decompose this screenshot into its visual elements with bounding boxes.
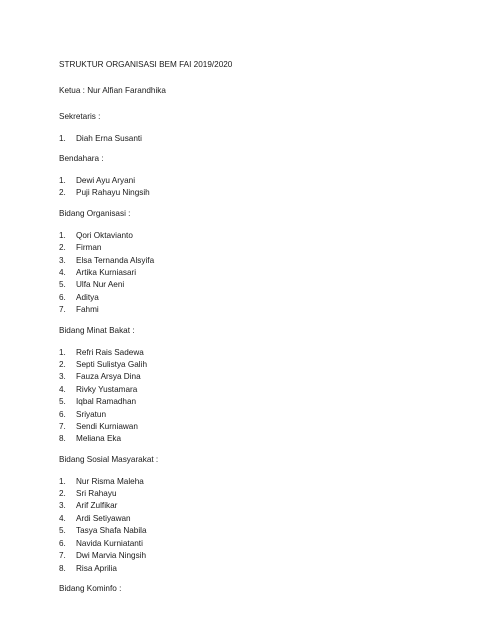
- member-name: Risa Aprilia: [76, 563, 117, 573]
- list-item: [59, 359, 459, 371]
- member-name: Sriyatun: [76, 409, 107, 419]
- item-number: 2.: [59, 489, 66, 499]
- list-item: [59, 421, 459, 433]
- item-number: 2.: [59, 188, 66, 198]
- section-bidang-sosial-masyarakat: [59, 454, 459, 575]
- section-bidang-minat-bakat: [59, 325, 459, 446]
- member-list: [59, 347, 459, 446]
- item-number: 5.: [59, 397, 66, 407]
- list-item: [59, 279, 459, 291]
- member-name: Fahmi: [76, 305, 99, 315]
- member-name: Septi Sulistya Galih: [76, 359, 147, 369]
- list-item: [59, 563, 459, 575]
- item-number: 1.: [59, 230, 66, 240]
- item-number: 3.: [59, 372, 66, 382]
- list-item: [59, 409, 459, 421]
- item-number: 2.: [59, 359, 66, 369]
- item-number: 7.: [59, 421, 66, 431]
- member-name: Qori Oktavianto: [76, 230, 133, 240]
- list-item: [59, 550, 459, 562]
- member-name: Dwi Marvia Ningsih: [76, 551, 147, 561]
- member-name: Sri Rahayu: [76, 489, 117, 499]
- item-number: 7.: [59, 305, 66, 315]
- item-number: 6.: [59, 409, 66, 419]
- item-number: 8.: [59, 563, 66, 573]
- item-number: 4.: [59, 384, 66, 394]
- item-number: 1.: [59, 347, 66, 357]
- list-item: [59, 476, 459, 488]
- member-name: Firman: [76, 243, 102, 253]
- item-number: 6.: [59, 538, 66, 548]
- item-number: 1.: [59, 133, 66, 143]
- list-item: [59, 304, 459, 316]
- item-number: 1.: [59, 176, 66, 186]
- member-name: Diah Erna Susanti: [76, 133, 142, 143]
- list-item: [59, 433, 459, 445]
- list-item: [59, 500, 459, 512]
- section-bidang-organisasi: [59, 208, 459, 317]
- member-name: Aditya: [76, 292, 99, 302]
- item-number: 1.: [59, 476, 66, 486]
- member-list: [59, 133, 459, 145]
- member-list: [59, 230, 459, 317]
- item-number: 4.: [59, 513, 66, 523]
- member-name: Tasya Shafa Nabila: [76, 526, 147, 536]
- item-number: 5.: [59, 280, 66, 290]
- list-item: [59, 292, 459, 304]
- item-number: 8.: [59, 434, 66, 444]
- list-item: [59, 175, 459, 187]
- member-name: Rivky Yustamara: [76, 384, 138, 394]
- list-item: [59, 538, 459, 550]
- list-item: [59, 384, 459, 396]
- member-name: Fauza Arsya Dina: [76, 372, 141, 382]
- list-item: [59, 347, 459, 359]
- document-body: [59, 59, 459, 605]
- ketua-line: Ketua : Nur Alfian Farandhika: [59, 85, 166, 95]
- member-name: Dewi Ayu Aryani: [76, 176, 136, 186]
- item-number: 3.: [59, 501, 66, 511]
- item-number: 2.: [59, 243, 66, 253]
- list-item: [59, 396, 459, 408]
- member-list: [59, 175, 459, 200]
- member-name: Refri Rais Sadewa: [76, 347, 144, 357]
- member-name: Iqbal Ramadhan: [76, 397, 137, 407]
- section-sekretaris: [59, 111, 459, 145]
- list-item: [59, 133, 459, 145]
- item-number: 7.: [59, 551, 66, 561]
- list-item: [59, 488, 459, 500]
- section-heading: Sekretaris :: [59, 111, 101, 121]
- member-name: Artika Kurniasari: [76, 267, 137, 277]
- section-bendahara: [59, 153, 459, 200]
- document-title: STRUKTUR ORGANISASI BEM FAI 2019/2020: [59, 60, 233, 69]
- list-item: [59, 255, 459, 267]
- member-name: Meliana Eka: [76, 434, 122, 444]
- item-number: 3.: [59, 255, 66, 265]
- member-name: Navida Kurniatanti: [76, 538, 143, 548]
- section-heading: Bidang Organisasi :: [59, 208, 131, 218]
- list-item: [59, 513, 459, 525]
- section-heading: Bidang Sosial Masyarakat :: [59, 454, 159, 464]
- section-heading: Bendahara :: [59, 154, 104, 164]
- list-item: [59, 371, 459, 383]
- member-list: [59, 476, 459, 575]
- item-number: 4.: [59, 267, 66, 277]
- member-name: Arif Zulfikar: [76, 501, 118, 511]
- section-heading: Bidang Minat Bakat :: [59, 325, 135, 335]
- member-name: Ardi Setiyawan: [76, 513, 131, 523]
- list-item: [59, 230, 459, 242]
- member-name: Sendi Kurniawan: [76, 421, 138, 431]
- member-name: Ulfa Nur Aeni: [76, 280, 125, 290]
- member-name: Puji Rahayu Ningsih: [76, 188, 150, 198]
- section-heading: Bidang Kominfo :: [59, 583, 122, 593]
- list-item: [59, 242, 459, 254]
- list-item: [59, 187, 459, 199]
- item-number: 6.: [59, 292, 66, 302]
- item-number: 5.: [59, 526, 66, 536]
- section-bidang-kominfo: [59, 583, 459, 595]
- member-name: Nur Risma Maleha: [76, 476, 144, 486]
- member-name: Elsa Ternanda Alsyifa: [76, 255, 155, 265]
- list-item: [59, 267, 459, 279]
- list-item: [59, 525, 459, 537]
